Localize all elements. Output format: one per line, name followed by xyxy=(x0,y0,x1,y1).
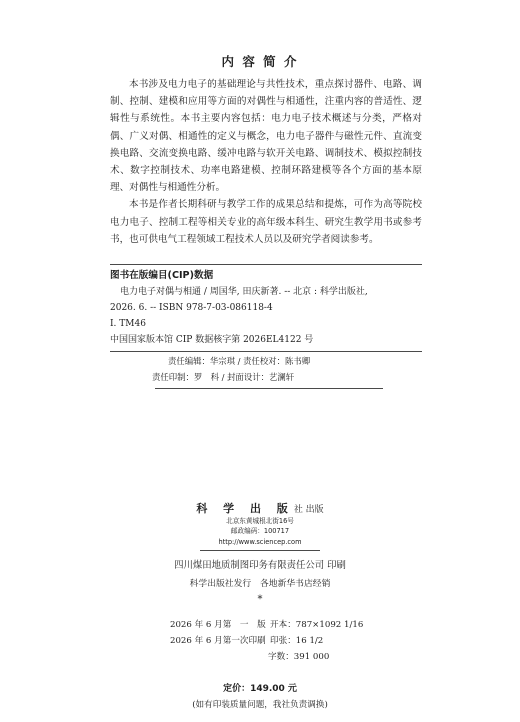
cip-line-isbn: 2026. 6. -- ISBN 978-7-03-086118-4 xyxy=(110,303,273,313)
intro-title: 内 容 简 介 xyxy=(221,54,299,69)
publisher-rule xyxy=(200,550,320,551)
printed-sheets: 印张：16 1/2 xyxy=(270,636,324,646)
price: 定价：149.00 元 xyxy=(223,684,297,694)
distribution-line: 科学出版社发行 各地新华书店经销 xyxy=(189,579,331,589)
quality-notice: (如有印装质量问题，我社负责调换) xyxy=(192,700,328,710)
printer-line: 四川煤田地质制图印务有限责任公司 印刷 xyxy=(174,560,346,571)
cip-line-title: 电力电子对偶与相通 / 周国华, 田庆新著. -- 北京 : 科学出版社, xyxy=(120,287,368,297)
cip-heading: 图书在版编目(CIP)数据 xyxy=(110,270,214,281)
word-count: 字数：391 000 xyxy=(268,652,330,662)
editor-proofreader: 责任编辑：华宗琪 / 责任校对：陈书卿 xyxy=(168,356,311,366)
edition-date: 2026 年 6 月第 一 版 xyxy=(170,620,266,630)
specs-row-1 xyxy=(0,617,520,633)
staff-line-1 xyxy=(0,353,520,369)
intro-text xyxy=(110,76,422,248)
printing-date: 2026 年 6 月第一次印刷 xyxy=(170,636,266,646)
intro-paragraph-2: 本书是作者长期科研与教学工作的成果总结和提炼，可作为高等院校电力电子、控制工程等相关专业的高年级本科生、研究生教学用书或参考书，也可供电气工程领域工程技术人员以及研究学者阅读参考。 xyxy=(110,199,422,245)
cip-line-record: 中国国家版本馆 CIP 数据核字第 2026EL4122 号 xyxy=(110,335,314,345)
cip-block xyxy=(110,268,422,348)
publisher-logo xyxy=(0,500,520,516)
publisher-name-suffix: 社 出版 xyxy=(293,505,324,515)
intro-paragraph-1: 本书涉及电力电子的基础理论与共性技术，重点探讨器件、电路、调制、控制、建模和应用等方面的对偶性与相通性，注重内容的普适性、逻辑性与系统性。本书主要内容包括：电力电子技术概述与分类，严格对偶、广义对偶、相通性的定义与概念，电力电子器件与磁性元件、直流变换电路、交流变换电路、缓冲电路与软开关电路、调制技术、模拟控制技术、数字控制技术、功率电路建模、控制环路建模等各个方面的基本原理、对偶性与相通性分析。 xyxy=(110,79,422,194)
book-format: 开本：787×1092 1/16 xyxy=(270,620,364,630)
specs-row-2 xyxy=(0,633,520,649)
cip-line-classification: Ⅰ. TM46 xyxy=(110,319,146,329)
separator-star: * xyxy=(257,594,263,605)
publisher-website: http://www.sciencep.com xyxy=(218,538,302,546)
edition-specs xyxy=(0,617,520,665)
staff-line-2 xyxy=(0,369,520,385)
cip-top-rule xyxy=(110,264,422,265)
publisher-name: 科 学 出 版 xyxy=(196,502,294,515)
cip-bottom-rule xyxy=(110,351,422,352)
publisher-postcode: 邮政编码：100717 xyxy=(230,527,290,535)
specs-row-3 xyxy=(0,649,520,665)
publisher-address: 北京东黄城根北街16号 xyxy=(226,517,294,525)
staff-rule xyxy=(155,388,383,389)
print-cover-design: 责任印制：罗 科 / 封面设计：艺澜轩 xyxy=(152,372,295,382)
